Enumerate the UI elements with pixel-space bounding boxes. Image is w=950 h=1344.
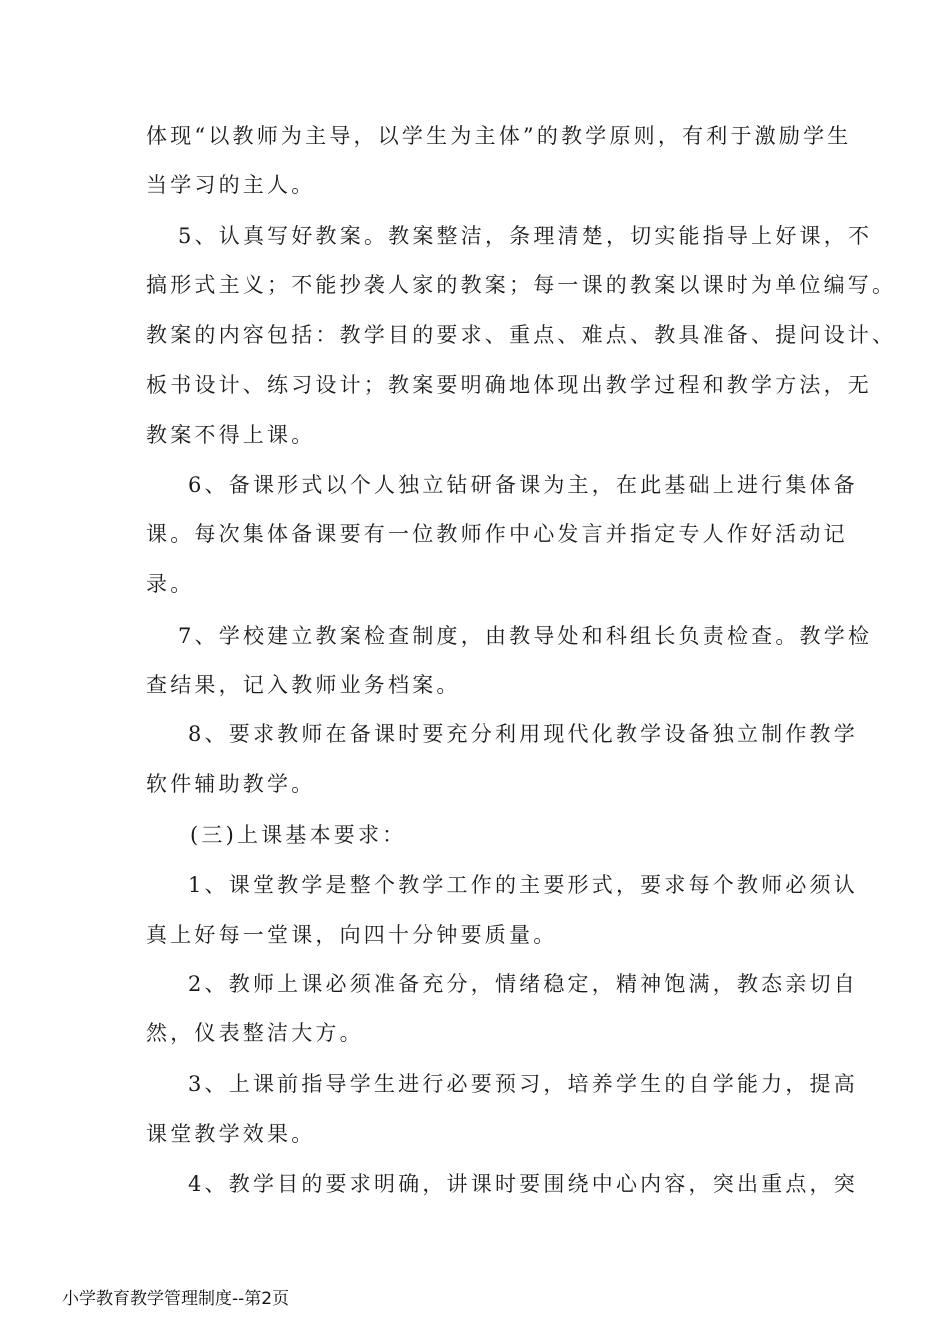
class-requirement-3-line: 3、上课前指导学生进行必要预习，培养学生的自学能力，提高 [188,1072,858,1096]
class-requirement-1-line: 真上好每一堂课，向四十分钟要质量。 [146,923,558,947]
paragraph-5-line: 板书设计、练习设计；教案要明确地体现出教学过程和教学方法，无 [146,373,872,397]
paragraph-6-line: 课。每次集体备课要有一位教师作中心发言并指定专人作好活动记 [146,522,848,546]
class-requirement-3-line: 课堂教学效果。 [146,1122,316,1146]
paragraph-7-line: 7、学校建立教案检查制度，由教导处和科组长负责检查。教学检 [178,624,873,648]
body-text-line: 当学习的主人。 [146,173,316,197]
paragraph-6-line: 录。 [146,572,195,596]
paragraph-8-line: 软件辅助教学。 [146,772,316,796]
page-footer: 小学教育教学管理制度--第2页 [62,1289,290,1309]
section-heading: (三)上课基本要求： [190,823,407,847]
paragraph-6-line: 6、备课形式以个人独立钻研备课为主，在此基础上进行集体备 [188,473,858,497]
paragraph-5-line: 教案的内容包括：教学目的要求、重点、难点、教具准备、提问设计、 [146,323,897,347]
paragraph-7-line: 查结果，记入教师业务档案。 [146,673,461,697]
class-requirement-2-line: 2、教师上课必须准备充分，情绪稳定，精神饱满，教态亲切自 [188,972,858,996]
class-requirement-2-line: 然，仪表整洁大方。 [146,1021,364,1045]
body-text-line: 体现“以教师为主导，以学生为主体”的教学原则，有利于激励学生 [146,124,852,148]
class-requirement-1-line: 1、课堂教学是整个教学工作的主要形式，要求每个教师必须认 [188,873,858,897]
paragraph-8-line: 8、要求教师在备课时要充分利用现代化教学设备独立制作教学 [188,722,858,746]
paragraph-5-line: 搞形式主义；不能抄袭人家的教案；每一课的教案以课时为单位编写。 [146,273,897,297]
paragraph-5-line: 5、认真写好教案。教案整洁，条理清楚，切实能指导上好课，不 [178,224,873,248]
paragraph-5-line: 教案不得上课。 [146,423,316,447]
class-requirement-4-line: 4、教学目的要求明确，讲课时要围绕中心内容，突出重点，突 [188,1172,858,1196]
